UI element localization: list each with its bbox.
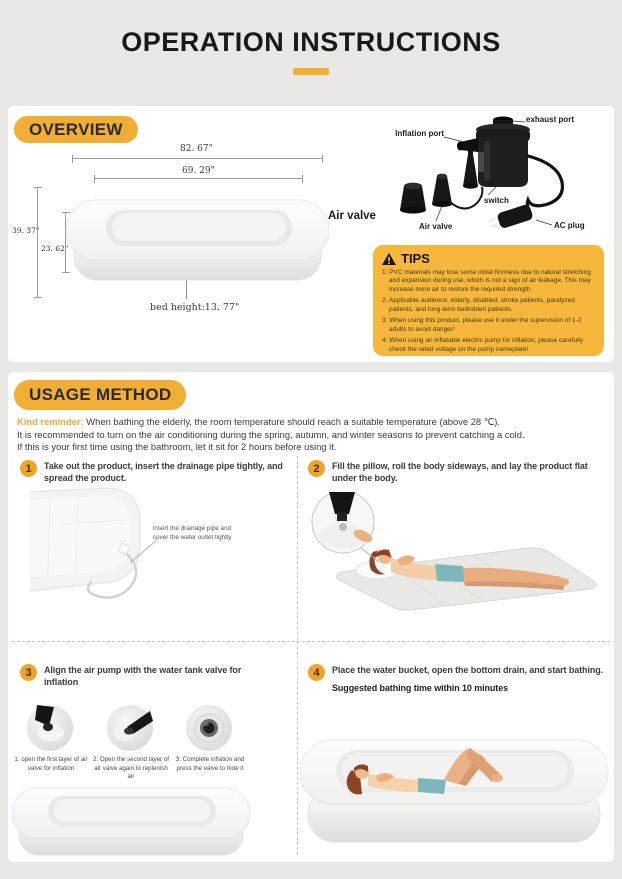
- dimension-line: [72, 158, 323, 159]
- title-underline: [293, 68, 329, 75]
- kind-reminder-line-1: When bathing the elderly, the room temperature should reach a suitable temperature (above 28 ℃).: [86, 416, 501, 427]
- bathing-illustration: [300, 712, 610, 857]
- vertical-divider: [297, 456, 298, 855]
- valve-substep-2-figure: [107, 705, 153, 751]
- horizontal-divider: [12, 641, 610, 642]
- inflated-tub-illustration: [12, 778, 250, 858]
- dim-inner-height-label: 23. 62": [41, 244, 69, 253]
- pump-switch-label: switch: [484, 196, 509, 205]
- pump-exhaust-port-label: exhaust port: [526, 115, 575, 124]
- warning-icon: [382, 253, 396, 265]
- bed-height-label: bed height:13. 77": [150, 302, 240, 313]
- tip-item-4: 4: When using an inflatable electric pump for inflation, please carefully check the rated voltage on the pump nameplate!: [382, 337, 584, 353]
- dim-outer-width-label: 82. 67": [180, 144, 213, 154]
- air-valve-label: Air valve: [328, 210, 376, 222]
- valve-substep-1-figure: [27, 705, 73, 751]
- electric-pump-illustration: [392, 108, 606, 236]
- tip-item-2: 2: Applicable audience: elderly, disabled, stroke patients, paralyzed patients, and long-term bedridden patients.: [382, 297, 575, 313]
- pump-ac-plug-label: AC plug: [554, 221, 585, 230]
- step-2-text: Fill the pillow, roll the body sideways, and lay the product flat under the body.: [332, 461, 588, 483]
- step-3-text: Align the air pump with the water tank valve for inflation: [44, 665, 242, 687]
- page-title: OPERATION INSTRUCTIONS: [121, 27, 501, 57]
- pump-air-valve-label: Air valve: [419, 222, 453, 231]
- dimension-line: [94, 178, 303, 179]
- step-4-text-line: Place the water bucket, open the bottom drain, and start bathing.: [332, 665, 604, 675]
- step-4-text: [332, 664, 610, 694]
- overview-section: [8, 106, 614, 362]
- overview-badge: OVERVIEW: [14, 116, 138, 143]
- step-1-number-badge: 1: [20, 460, 37, 477]
- drainage-corner-illustration: [30, 484, 270, 624]
- step-4-note: Suggested bathing time within 10 minutes: [332, 683, 509, 693]
- kind-reminder-line-2: It is recommended to turn on the air conditioning during the spring, autumn, and winter seasons to prevent catching a cold.: [17, 428, 525, 440]
- kind-reminder-label: Kind reminder:: [17, 416, 84, 427]
- lay-product-illustration: [303, 492, 605, 614]
- electric-pump-figure: [392, 108, 606, 236]
- dim-inner-width-label: 69. 29": [182, 166, 215, 176]
- tips-title: TIPS: [401, 251, 430, 266]
- step-2-number-badge: 2: [308, 460, 325, 477]
- step-3-number-badge: 3: [20, 664, 37, 681]
- dimension-line: [37, 187, 38, 298]
- dim-outer-height-label: 39. 37": [12, 226, 40, 235]
- inflatable-tub-illustration: [66, 186, 329, 284]
- step-1-text: Take out the product, insert the drainage pipe tightly, and spread the product.: [44, 461, 283, 483]
- usage-method-badge: USAGE METHOD: [14, 380, 186, 410]
- kind-reminder: [17, 416, 609, 454]
- usage-method-section: [8, 372, 614, 862]
- valve-substep-2-caption: 2: Open the second layer of air valve again to replenish air: [92, 756, 170, 781]
- valve-substep-3-caption: 3: Complete inflation and press the valve to hide it: [175, 756, 245, 772]
- tip-item-3: 3: When using this product, please use it under the supervision of 1-2 adults to avoid danger!: [382, 317, 582, 333]
- step-4-number-badge: 4: [308, 664, 325, 681]
- valve-substep-1-caption: 1: open the first layer of air valve for inflation: [14, 756, 88, 772]
- tips-box: [373, 245, 604, 356]
- drainage-caption: insert the drainage pipe and cover the water outlet tightly: [153, 525, 232, 542]
- valve-substep-3-figure: [186, 705, 232, 751]
- kind-reminder-line-3: If this is your first time using the bathroom, let it sit for 2 hours before using it.: [17, 441, 337, 453]
- pump-inflation-port-label: Inflation port: [395, 129, 444, 138]
- tip-item-1: 1: PVC materials may lose some initial firmness due to natural stretching and expansion during use, which is not a sign of air leakage. This may increase more air to restore the required strength.: [382, 269, 591, 293]
